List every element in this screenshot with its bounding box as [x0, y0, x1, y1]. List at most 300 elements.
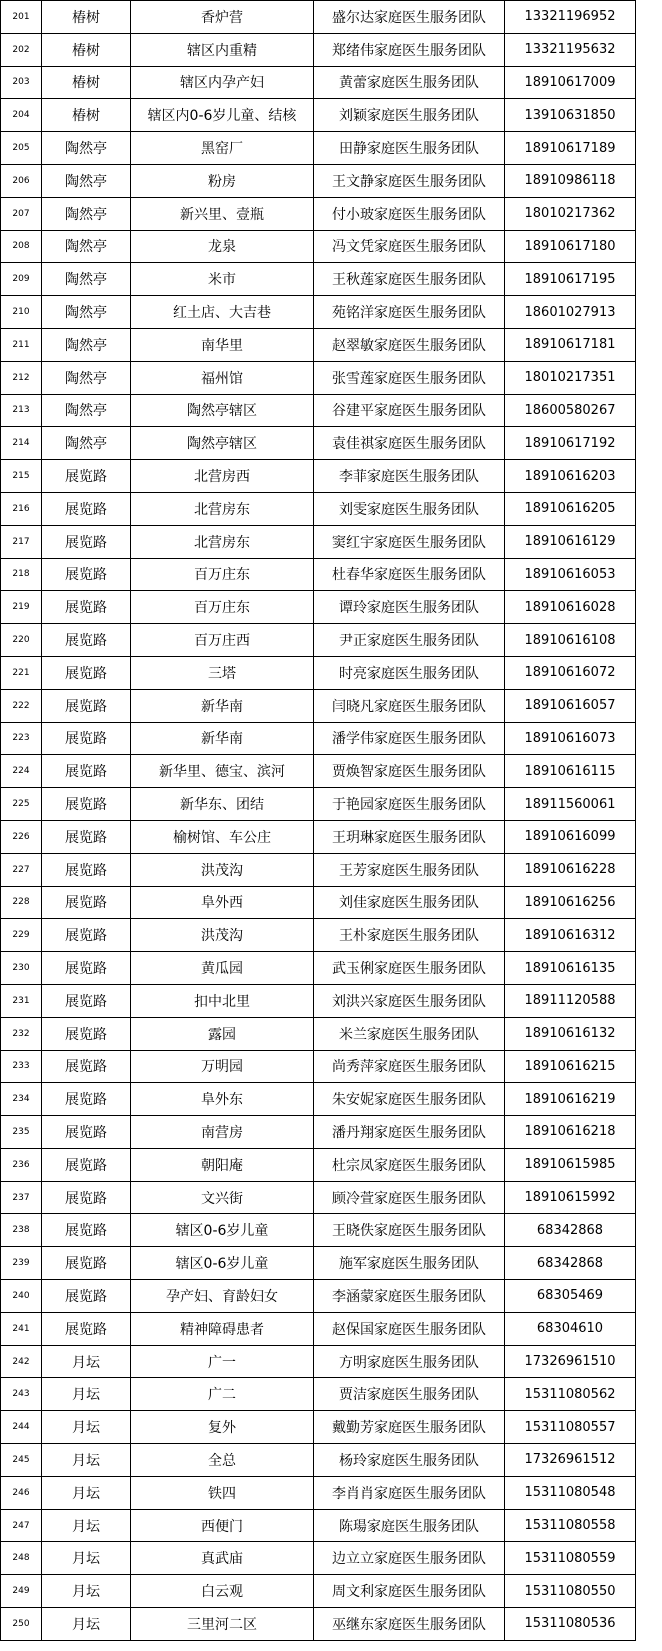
table-row: [1, 558, 636, 591]
table-row: [1, 361, 636, 394]
row-number: 235: [1, 1116, 42, 1149]
table-row: [1, 1444, 636, 1477]
team-cell: 杨玲家庭医生服务团队: [314, 1444, 505, 1477]
table-row: [1, 1312, 636, 1345]
phone-cell: 15311080562: [505, 1378, 636, 1411]
row-number: 232: [1, 1017, 42, 1050]
phone-cell: 18910615985: [505, 1148, 636, 1181]
phone-cell: 13910631850: [505, 99, 636, 132]
area-cell: 米市: [131, 263, 314, 296]
phone-cell: 18910616218: [505, 1116, 636, 1149]
row-number: 201: [1, 1, 42, 34]
phone-cell: 18910616219: [505, 1083, 636, 1116]
phone-cell: 18010217362: [505, 197, 636, 230]
area-cell: 北营房西: [131, 460, 314, 493]
area-cell: 万明园: [131, 1050, 314, 1083]
team-cell: 赵翠敏家庭医生服务团队: [314, 328, 505, 361]
row-number: 221: [1, 656, 42, 689]
area-cell: 龙泉: [131, 230, 314, 263]
team-cell: 武玉俐家庭医生服务团队: [314, 952, 505, 985]
table-row: [1, 755, 636, 788]
phone-cell: 15311080559: [505, 1542, 636, 1575]
row-number: 208: [1, 230, 42, 263]
team-cell: 方明家庭医生服务团队: [314, 1345, 505, 1378]
area-cell: 三里河二区: [131, 1608, 314, 1641]
row-number: 216: [1, 492, 42, 525]
row-number: 247: [1, 1509, 42, 1542]
phone-cell: 18910616115: [505, 755, 636, 788]
phone-cell: 18910616072: [505, 656, 636, 689]
area-cell: 香炉营: [131, 1, 314, 34]
table-row: [1, 33, 636, 66]
phone-cell: 15311080557: [505, 1411, 636, 1444]
area-cell: 南华里: [131, 328, 314, 361]
team-cell: 李肖肖家庭医生服务团队: [314, 1476, 505, 1509]
team-cell: 刘雯家庭医生服务团队: [314, 492, 505, 525]
row-number: 207: [1, 197, 42, 230]
area-cell: 洪茂沟: [131, 853, 314, 886]
phone-cell: 18910616256: [505, 886, 636, 919]
street-cell: 展览路: [42, 460, 131, 493]
team-cell: 王朴家庭医生服务团队: [314, 919, 505, 952]
row-number: 215: [1, 460, 42, 493]
area-cell: 露园: [131, 1017, 314, 1050]
row-number: 204: [1, 99, 42, 132]
team-cell: 赵保国家庭医生服务团队: [314, 1312, 505, 1345]
team-cell: 谭玲家庭医生服务团队: [314, 591, 505, 624]
street-cell: 展览路: [42, 558, 131, 591]
street-cell: 陶然亭: [42, 394, 131, 427]
street-cell: 展览路: [42, 656, 131, 689]
row-number: 246: [1, 1476, 42, 1509]
team-cell: 闫晓凡家庭医生服务团队: [314, 689, 505, 722]
street-cell: 展览路: [42, 1050, 131, 1083]
phone-cell: 15311080536: [505, 1608, 636, 1641]
row-number: 236: [1, 1148, 42, 1181]
table-row: [1, 689, 636, 722]
street-cell: 展览路: [42, 1312, 131, 1345]
phone-cell: 15311080548: [505, 1476, 636, 1509]
street-cell: 陶然亭: [42, 361, 131, 394]
team-cell: 李涵蒙家庭医生服务团队: [314, 1280, 505, 1313]
table-row: [1, 164, 636, 197]
area-cell: 孕产妇、育龄妇女: [131, 1280, 314, 1313]
team-cell: 冯文凭家庭医生服务团队: [314, 230, 505, 263]
table-row: [1, 853, 636, 886]
team-cell: 窦红宇家庭医生服务团队: [314, 525, 505, 558]
street-cell: 陶然亭: [42, 296, 131, 329]
table-row: [1, 1608, 636, 1641]
phone-cell: 18910616099: [505, 820, 636, 853]
street-cell: 展览路: [42, 492, 131, 525]
street-cell: 椿树: [42, 99, 131, 132]
team-cell: 王文静家庭医生服务团队: [314, 164, 505, 197]
team-cell: 米兰家庭医生服务团队: [314, 1017, 505, 1050]
phone-cell: 18600580267: [505, 394, 636, 427]
table-row: [1, 197, 636, 230]
row-number: 209: [1, 263, 42, 296]
phone-cell: 18910617180: [505, 230, 636, 263]
row-number: 210: [1, 296, 42, 329]
phone-cell: 18910616057: [505, 689, 636, 722]
team-cell: 付小玻家庭医生服务团队: [314, 197, 505, 230]
phone-cell: 68305469: [505, 1280, 636, 1313]
row-number: 238: [1, 1214, 42, 1247]
row-number: 202: [1, 33, 42, 66]
row-number: 214: [1, 427, 42, 460]
team-cell: 顾冷萱家庭医生服务团队: [314, 1181, 505, 1214]
row-number: 217: [1, 525, 42, 558]
area-cell: 洪茂沟: [131, 919, 314, 952]
team-cell: 周文利家庭医生服务团队: [314, 1575, 505, 1608]
team-cell: 施军家庭医生服务团队: [314, 1247, 505, 1280]
row-number: 229: [1, 919, 42, 952]
row-number: 249: [1, 1575, 42, 1608]
phone-cell: 18910616108: [505, 624, 636, 657]
street-cell: 月坛: [42, 1444, 131, 1477]
table-row: [1, 1476, 636, 1509]
area-cell: 新华里、德宝、滨河: [131, 755, 314, 788]
area-cell: 黑窑厂: [131, 132, 314, 165]
row-number: 212: [1, 361, 42, 394]
area-cell: 新华南: [131, 689, 314, 722]
team-cell: 贾焕智家庭医生服务团队: [314, 755, 505, 788]
team-cell: 李菲家庭医生服务团队: [314, 460, 505, 493]
phone-cell: 18910615992: [505, 1181, 636, 1214]
street-cell: 陶然亭: [42, 230, 131, 263]
table-row: [1, 328, 636, 361]
area-cell: 广二: [131, 1378, 314, 1411]
phone-cell: 18911560061: [505, 788, 636, 821]
team-cell: 苑铭洋家庭医生服务团队: [314, 296, 505, 329]
team-cell: 张雪莲家庭医生服务团队: [314, 361, 505, 394]
row-number: 222: [1, 689, 42, 722]
table-row: [1, 1181, 636, 1214]
street-cell: 展览路: [42, 755, 131, 788]
area-cell: 黄瓜园: [131, 952, 314, 985]
table-row: [1, 132, 636, 165]
table-row: [1, 66, 636, 99]
table-row: [1, 984, 636, 1017]
table-body: [1, 1, 636, 1641]
table-row: [1, 886, 636, 919]
phone-cell: 18910617195: [505, 263, 636, 296]
phone-cell: 18911120588: [505, 984, 636, 1017]
street-cell: 展览路: [42, 1247, 131, 1280]
team-cell: 戴勤芳家庭医生服务团队: [314, 1411, 505, 1444]
phone-cell: 18910986118: [505, 164, 636, 197]
street-cell: 展览路: [42, 984, 131, 1017]
row-number: 239: [1, 1247, 42, 1280]
area-cell: 复外: [131, 1411, 314, 1444]
phone-cell: 13321195632: [505, 33, 636, 66]
team-cell: 郑绪伟家庭医生服务团队: [314, 33, 505, 66]
street-cell: 陶然亭: [42, 328, 131, 361]
team-cell: 王秋莲家庭医生服务团队: [314, 263, 505, 296]
area-cell: 西便门: [131, 1509, 314, 1542]
row-number: 233: [1, 1050, 42, 1083]
table-row: [1, 624, 636, 657]
street-cell: 展览路: [42, 952, 131, 985]
table-row: [1, 1, 636, 34]
street-cell: 月坛: [42, 1345, 131, 1378]
team-cell: 刘洪兴家庭医生服务团队: [314, 984, 505, 1017]
phone-cell: 18601027913: [505, 296, 636, 329]
area-cell: 三塔: [131, 656, 314, 689]
team-cell: 王芳家庭医生服务团队: [314, 853, 505, 886]
team-cell: 田静家庭医生服务团队: [314, 132, 505, 165]
team-cell: 巫继东家庭医生服务团队: [314, 1608, 505, 1641]
street-cell: 月坛: [42, 1509, 131, 1542]
team-cell: 黄蕾家庭医生服务团队: [314, 66, 505, 99]
street-cell: 月坛: [42, 1378, 131, 1411]
row-number: 220: [1, 624, 42, 657]
table-row: [1, 1509, 636, 1542]
street-cell: 月坛: [42, 1608, 131, 1641]
table-row: [1, 99, 636, 132]
phone-cell: 18910616228: [505, 853, 636, 886]
street-cell: 展览路: [42, 1017, 131, 1050]
row-number: 213: [1, 394, 42, 427]
phone-cell: 15311080558: [505, 1509, 636, 1542]
phone-cell: 15311080550: [505, 1575, 636, 1608]
team-cell: 杜宗凤家庭医生服务团队: [314, 1148, 505, 1181]
phone-cell: 18910616132: [505, 1017, 636, 1050]
team-cell: 尚秀萍家庭医生服务团队: [314, 1050, 505, 1083]
area-cell: 南营房: [131, 1116, 314, 1149]
phone-cell: 17326961512: [505, 1444, 636, 1477]
row-number: 241: [1, 1312, 42, 1345]
team-cell: 于艳园家庭医生服务团队: [314, 788, 505, 821]
table-row: [1, 1378, 636, 1411]
row-number: 248: [1, 1542, 42, 1575]
row-number: 242: [1, 1345, 42, 1378]
phone-cell: 18910617189: [505, 132, 636, 165]
street-cell: 展览路: [42, 591, 131, 624]
street-cell: 月坛: [42, 1476, 131, 1509]
row-number: 203: [1, 66, 42, 99]
team-cell: 刘颖家庭医生服务团队: [314, 99, 505, 132]
team-cell: 潘学伟家庭医生服务团队: [314, 722, 505, 755]
street-cell: 展览路: [42, 853, 131, 886]
row-number: 250: [1, 1608, 42, 1641]
row-number: 219: [1, 591, 42, 624]
phone-cell: 18910616053: [505, 558, 636, 591]
team-cell: 潘丹翔家庭医生服务团队: [314, 1116, 505, 1149]
team-cell: 谷建平家庭医生服务团队: [314, 394, 505, 427]
street-cell: 展览路: [42, 788, 131, 821]
row-number: 224: [1, 755, 42, 788]
street-cell: 陶然亭: [42, 132, 131, 165]
row-number: 206: [1, 164, 42, 197]
team-cell: 杜春华家庭医生服务团队: [314, 558, 505, 591]
area-cell: 陶然亭辖区: [131, 427, 314, 460]
area-cell: 辖区0-6岁儿童: [131, 1247, 314, 1280]
area-cell: 广一: [131, 1345, 314, 1378]
street-cell: 月坛: [42, 1542, 131, 1575]
team-cell: 王晓佚家庭医生服务团队: [314, 1214, 505, 1247]
area-cell: 粉房: [131, 164, 314, 197]
table-row: [1, 919, 636, 952]
table-row: [1, 296, 636, 329]
row-number: 237: [1, 1181, 42, 1214]
team-cell: 盛尔达家庭医生服务团队: [314, 1, 505, 34]
table-row: [1, 1575, 636, 1608]
phone-cell: 68342868: [505, 1214, 636, 1247]
area-cell: 新兴里、壹瓶: [131, 197, 314, 230]
street-cell: 陶然亭: [42, 427, 131, 460]
team-cell: 王玥琳家庭医生服务团队: [314, 820, 505, 853]
table-row: [1, 460, 636, 493]
area-cell: 文兴街: [131, 1181, 314, 1214]
table-row: [1, 1050, 636, 1083]
street-cell: 展览路: [42, 689, 131, 722]
table-row: [1, 788, 636, 821]
table-row: [1, 394, 636, 427]
area-cell: 北营房东: [131, 492, 314, 525]
street-cell: 椿树: [42, 1, 131, 34]
phone-cell: 18910617192: [505, 427, 636, 460]
team-cell: 袁佳祺家庭医生服务团队: [314, 427, 505, 460]
row-number: 223: [1, 722, 42, 755]
street-cell: 椿树: [42, 33, 131, 66]
table-row: [1, 1083, 636, 1116]
area-cell: 新华东、团结: [131, 788, 314, 821]
phone-cell: 18910616203: [505, 460, 636, 493]
table-row: [1, 1116, 636, 1149]
phone-cell: 18910616312: [505, 919, 636, 952]
row-number: 218: [1, 558, 42, 591]
street-cell: 展览路: [42, 919, 131, 952]
table-row: [1, 656, 636, 689]
area-cell: 全总: [131, 1444, 314, 1477]
area-cell: 新华南: [131, 722, 314, 755]
street-cell: 展览路: [42, 1148, 131, 1181]
phone-cell: 18910616135: [505, 952, 636, 985]
table-row: [1, 1214, 636, 1247]
area-cell: 福州馆: [131, 361, 314, 394]
table-row: [1, 525, 636, 558]
table-row: [1, 591, 636, 624]
area-cell: 榆树馆、车公庄: [131, 820, 314, 853]
phone-cell: 17326961510: [505, 1345, 636, 1378]
row-number: 211: [1, 328, 42, 361]
phone-cell: 18910616028: [505, 591, 636, 624]
row-number: 234: [1, 1083, 42, 1116]
phone-cell: 18910616073: [505, 722, 636, 755]
row-number: 226: [1, 820, 42, 853]
area-cell: 阜外西: [131, 886, 314, 919]
phone-cell: 68342868: [505, 1247, 636, 1280]
area-cell: 百万庄东: [131, 558, 314, 591]
table-row: [1, 952, 636, 985]
street-cell: 月坛: [42, 1411, 131, 1444]
table-row: [1, 1280, 636, 1313]
street-cell: 展览路: [42, 1181, 131, 1214]
area-cell: 白云观: [131, 1575, 314, 1608]
team-cell: 朱安妮家庭医生服务团队: [314, 1083, 505, 1116]
table-row: [1, 722, 636, 755]
phone-cell: 13321196952: [505, 1, 636, 34]
street-cell: 展览路: [42, 722, 131, 755]
phone-cell: 18910616205: [505, 492, 636, 525]
street-cell: 陶然亭: [42, 197, 131, 230]
street-cell: 陶然亭: [42, 164, 131, 197]
phone-cell: 68304610: [505, 1312, 636, 1345]
table-row: [1, 1542, 636, 1575]
area-cell: 阜外东: [131, 1083, 314, 1116]
street-cell: 展览路: [42, 1116, 131, 1149]
street-cell: 展览路: [42, 525, 131, 558]
street-cell: 陶然亭: [42, 263, 131, 296]
team-cell: 贾洁家庭医生服务团队: [314, 1378, 505, 1411]
area-cell: 辖区0-6岁儿童: [131, 1214, 314, 1247]
row-number: 228: [1, 886, 42, 919]
area-cell: 陶然亭辖区: [131, 394, 314, 427]
team-cell: 边立立家庭医生服务团队: [314, 1542, 505, 1575]
table-row: [1, 492, 636, 525]
area-cell: 朝阳庵: [131, 1148, 314, 1181]
row-number: 245: [1, 1444, 42, 1477]
table-row: [1, 820, 636, 853]
table-row: [1, 230, 636, 263]
street-cell: 展览路: [42, 820, 131, 853]
phone-cell: 18910616215: [505, 1050, 636, 1083]
row-number: 240: [1, 1280, 42, 1313]
street-cell: 展览路: [42, 1214, 131, 1247]
row-number: 225: [1, 788, 42, 821]
area-cell: 真武庙: [131, 1542, 314, 1575]
street-cell: 展览路: [42, 886, 131, 919]
phone-cell: 18010217351: [505, 361, 636, 394]
street-cell: 展览路: [42, 1083, 131, 1116]
area-cell: 辖区内重精: [131, 33, 314, 66]
row-number: 244: [1, 1411, 42, 1444]
street-cell: 月坛: [42, 1575, 131, 1608]
area-cell: 百万庄东: [131, 591, 314, 624]
street-cell: 展览路: [42, 1280, 131, 1313]
phone-cell: 18910617009: [505, 66, 636, 99]
area-cell: 辖区内孕产妇: [131, 66, 314, 99]
area-cell: 北营房东: [131, 525, 314, 558]
table-row: [1, 1148, 636, 1181]
team-cell: 尹正家庭医生服务团队: [314, 624, 505, 657]
table-row: [1, 1247, 636, 1280]
area-cell: 扣中北里: [131, 984, 314, 1017]
row-number: 231: [1, 984, 42, 1017]
area-cell: 辖区内0-6岁儿童、结核: [131, 99, 314, 132]
row-number: 227: [1, 853, 42, 886]
table-row: [1, 1411, 636, 1444]
team-cell: 陈瑒家庭医生服务团队: [314, 1509, 505, 1542]
street-cell: 展览路: [42, 624, 131, 657]
table-row: [1, 427, 636, 460]
area-cell: 百万庄西: [131, 624, 314, 657]
table-row: [1, 1345, 636, 1378]
table-row: [1, 263, 636, 296]
table-row: [1, 1017, 636, 1050]
area-cell: 红土店、大吉巷: [131, 296, 314, 329]
row-number: 205: [1, 132, 42, 165]
area-cell: 精神障碍患者: [131, 1312, 314, 1345]
area-cell: 铁四: [131, 1476, 314, 1509]
row-number: 230: [1, 952, 42, 985]
team-cell: 时亮家庭医生服务团队: [314, 656, 505, 689]
team-cell: 刘佳家庭医生服务团队: [314, 886, 505, 919]
street-cell: 椿树: [42, 66, 131, 99]
row-number: 243: [1, 1378, 42, 1411]
phone-cell: 18910617181: [505, 328, 636, 361]
